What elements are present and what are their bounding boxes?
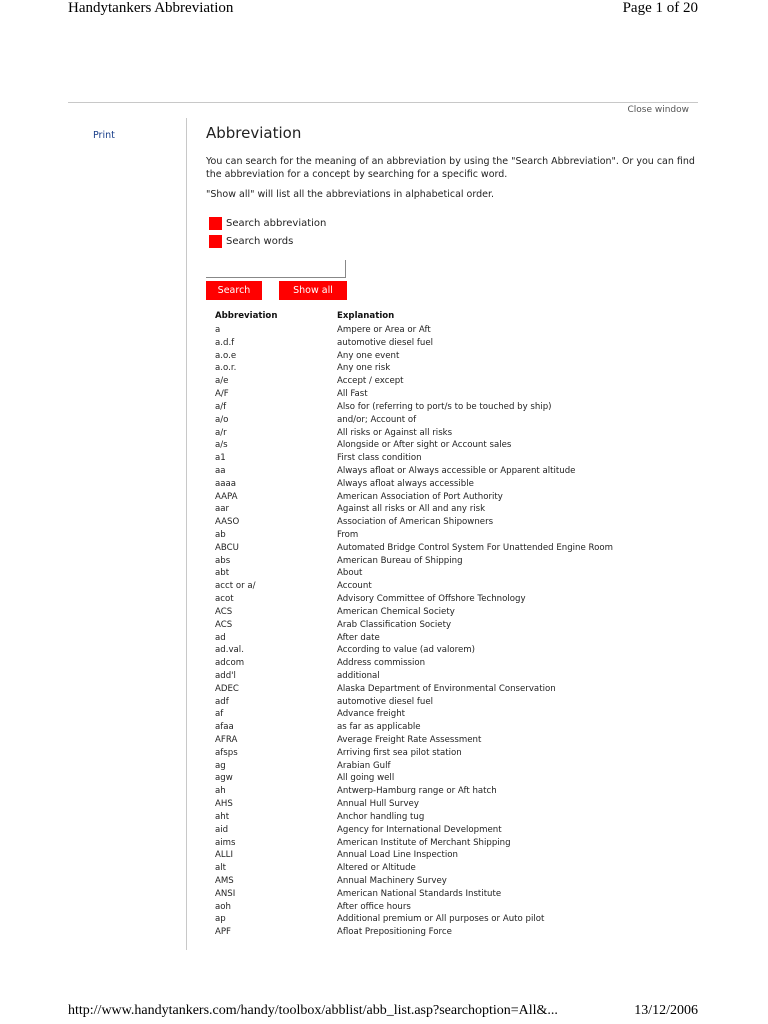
table-row (215, 542, 698, 555)
abbreviation-cell: a/s (215, 440, 228, 451)
table-body (215, 324, 698, 939)
main-content (206, 124, 698, 939)
abbreviation-cell: aar (215, 504, 230, 515)
abbreviation-cell: a/f (215, 401, 227, 412)
explanation-cell: automotive diesel fuel (337, 337, 433, 348)
abbreviation-cell: a/o (215, 414, 229, 425)
table-row (215, 696, 698, 709)
table-row (215, 465, 698, 478)
abbreviation-cell: a1 (215, 453, 226, 464)
abbreviation-cell: aims (215, 837, 236, 848)
abbreviation-cell: acct or a/ (215, 581, 256, 592)
table-row (215, 388, 698, 401)
table-row (215, 734, 698, 747)
explanation-cell: After date (337, 632, 380, 643)
explanation-cell: Anchor handling tug (337, 811, 425, 822)
table-row (215, 606, 698, 619)
abbreviation-cell: A/F (215, 389, 229, 400)
abbreviation-cell: acot (215, 594, 234, 605)
explanation-cell: Address commission (337, 658, 426, 669)
action-buttons (206, 281, 698, 300)
top-divider (68, 102, 698, 103)
table-row (215, 772, 698, 785)
table-row (215, 427, 698, 440)
abbreviation-cell: afsps (215, 747, 238, 758)
explanation-cell: Average Freight Rate Assessment (337, 735, 482, 745)
option-search-abbreviation[interactable] (206, 215, 698, 231)
abbreviation-cell: adf (215, 696, 229, 707)
table-row (215, 837, 698, 850)
explanation-cell: as far as applicable (337, 722, 421, 733)
table-row (215, 657, 698, 670)
explanation-cell: All risks or Against all risks (337, 427, 453, 438)
explanation-cell: About (337, 568, 363, 579)
search-input[interactable] (206, 260, 346, 278)
table-row (215, 362, 698, 375)
print-header-page-number: Page 1 of 20 (622, 0, 698, 16)
explanation-cell: Also for (referring to port/s to be touched by ship) (337, 401, 552, 412)
explanation-cell: Arab Classification Society (337, 619, 452, 630)
table-row (215, 337, 698, 350)
table-row (215, 760, 698, 773)
table-row (215, 901, 698, 914)
abbreviation-cell: ab (215, 530, 226, 540)
explanation-cell: Arriving first sea pilot station (337, 747, 462, 758)
abbreviation-cell: alt (215, 863, 227, 874)
abbreviation-cell: ANSI (215, 888, 236, 899)
explanation-cell: Alaska Department of Environmental Conservation (337, 683, 556, 694)
abbreviation-cell: adcom (215, 658, 245, 669)
explanation-cell: Agency for International Development (337, 824, 502, 835)
option-search-words[interactable] (206, 233, 698, 249)
abbreviation-cell: abs (215, 555, 231, 566)
table-row (215, 683, 698, 696)
footer-url: http://www.handytankers.com/handy/toolbox/abblist/abb_list.asp?searchoption=All&... (68, 1003, 558, 1018)
explanation-cell: Annual Machinery Survey (337, 875, 447, 886)
table-row (215, 503, 698, 516)
explanation-cell: Additional premium or All purposes or Auto pilot (337, 914, 545, 925)
table-row (215, 798, 698, 811)
abbreviation-cell: afaa (215, 722, 234, 733)
table-row (215, 555, 698, 568)
abbreviation-cell: ALLI (215, 850, 233, 861)
table-row (215, 580, 698, 593)
explanation-cell: First class condition (337, 453, 422, 464)
explanation-cell: Arabian Gulf (337, 760, 391, 771)
explanation-cell: Accept / except (337, 376, 404, 387)
print-link[interactable]: Print (93, 130, 115, 141)
abbreviation-cell: AMS (215, 875, 234, 886)
explanation-cell: Afloat Prepositioning Force (337, 927, 452, 938)
explanation-cell: Annual Load Line Inspection (337, 850, 458, 861)
table-row (215, 350, 698, 363)
abbreviation-cell: a/e (215, 376, 229, 387)
abbreviation-cell: aid (215, 824, 229, 835)
explanation-cell: Always afloat or Always accessible or Apparent altitude (337, 465, 576, 476)
explanation-cell: Always afloat always accessible (337, 478, 474, 489)
abbreviation-cell: a.d.f (215, 337, 235, 348)
vertical-divider (186, 118, 187, 950)
abbreviation-cell: AAPA (215, 491, 238, 502)
abbreviation-cell: ah (215, 786, 226, 797)
table-header (215, 311, 698, 324)
abbreviation-cell: ag (215, 760, 226, 771)
table-row (215, 824, 698, 837)
explanation-cell: According to value (ad valorem) (337, 645, 476, 656)
column-header-explanation: Explanation (337, 311, 395, 321)
table-row (215, 529, 698, 542)
table-row (215, 567, 698, 580)
explanation-cell: American National Standards Institute (337, 888, 502, 899)
abbreviation-cell: a (215, 325, 221, 335)
close-window-link[interactable]: Close window (627, 105, 689, 115)
table-row (215, 811, 698, 824)
abbreviation-cell: a/r (215, 427, 227, 438)
table-row (215, 785, 698, 798)
explanation-cell: Alongside or After sight or Account sales (337, 440, 512, 451)
radio-search-words[interactable] (209, 235, 222, 248)
abbreviation-cell: agw (215, 773, 233, 784)
abbreviation-cell: ad (215, 632, 226, 643)
table-row (215, 926, 698, 939)
abbreviation-cell: AHS (215, 799, 233, 810)
table-row (215, 491, 698, 504)
explanation-cell: Advisory Committee of Offshore Technology (337, 594, 526, 605)
intro-text: You can search for the meaning of an abbreviation by using the "Search Abbreviation". Or you can find the abbreviation for a concept by searching for a specific word. (206, 156, 695, 180)
table-row (215, 439, 698, 452)
explanation-cell: automotive diesel fuel (337, 696, 433, 707)
abbreviation-cell: ACS (215, 619, 233, 630)
abbreviation-table (215, 311, 698, 939)
abbreviation-cell: aa (215, 465, 226, 476)
abbreviation-cell: a.o.e (215, 350, 237, 361)
table-row (215, 875, 698, 888)
explanation-cell: Account (337, 581, 372, 592)
table-row (215, 516, 698, 529)
table-row (215, 862, 698, 875)
table-row (215, 747, 698, 760)
table-row (215, 478, 698, 491)
table-row (215, 375, 698, 388)
search-button[interactable]: Search (206, 281, 262, 300)
table-row (215, 324, 698, 337)
table-row (215, 632, 698, 645)
abbreviation-cell: af (215, 709, 224, 720)
abbreviation-cell: ap (215, 914, 226, 925)
show-all-button[interactable]: Show all (279, 281, 347, 300)
abbreviation-cell: AASO (215, 517, 240, 528)
footer-date: 13/12/2006 (634, 1003, 698, 1018)
explanation-cell: Annual Hull Survey (337, 799, 419, 810)
abbreviation-cell: aht (215, 811, 230, 822)
explanation-cell: American Institute of Merchant Shipping (337, 837, 511, 848)
abbreviation-cell: ACS (215, 606, 233, 617)
abbreviation-cell: a.o.r. (215, 363, 237, 374)
abbreviation-cell: APF (215, 927, 232, 938)
explanation-cell: All going well (337, 773, 395, 784)
abbreviation-cell: abt (215, 568, 230, 579)
explanation-cell: and/or; Account of (337, 414, 417, 425)
option-search-abbreviation-label: Search abbreviation (226, 217, 327, 229)
table-row (215, 414, 698, 427)
table-row (215, 670, 698, 683)
abbreviation-cell: ADEC (215, 683, 239, 694)
table-row (215, 644, 698, 657)
table-row (215, 401, 698, 414)
explanation-cell: Automated Bridge Control System For Unattended Engine Room (337, 542, 613, 553)
radio-search-abbreviation[interactable] (209, 217, 222, 230)
table-row (215, 849, 698, 862)
search-options (206, 215, 698, 249)
explanation-cell: After office hours (337, 901, 411, 912)
explanation-cell: All Fast (337, 389, 368, 400)
table-row (215, 721, 698, 734)
page-title: Abbreviation (206, 124, 302, 142)
explanation-cell: Altered or Altitude (337, 863, 416, 874)
print-header-title: Handytankers Abbreviation (68, 0, 234, 16)
abbreviation-cell: add'l (215, 670, 236, 681)
abbreviation-cell: ABCU (215, 542, 239, 553)
table-row (215, 708, 698, 721)
abbreviation-cell: AFRA (215, 735, 238, 745)
table-row (215, 913, 698, 926)
column-header-abbreviation: Abbreviation (215, 311, 278, 321)
explanation-cell: Antwerp-Hamburg range or Aft hatch (337, 786, 497, 797)
table-row (215, 593, 698, 606)
explanation-cell: Any one risk (337, 363, 391, 374)
explanation-cell: Association of American Shipowners (337, 517, 494, 528)
show-all-hint: "Show all" will list all the abbreviations in alphabetical order. (206, 189, 495, 200)
explanation-cell: From (337, 530, 359, 540)
explanation-cell: Ampere or Area or Aft (337, 325, 431, 335)
table-row (215, 619, 698, 632)
explanation-cell: Any one event (337, 350, 400, 361)
explanation-cell: American Chemical Society (337, 606, 455, 617)
explanation-cell: Against all risks or All and any risk (337, 504, 486, 515)
explanation-cell: American Bureau of Shipping (337, 555, 463, 566)
abbreviation-cell: aaaa (215, 478, 237, 489)
explanation-cell: additional (337, 670, 380, 681)
abbreviation-cell: aoh (215, 901, 231, 912)
explanation-cell: American Association of Port Authority (337, 491, 503, 502)
table-row (215, 452, 698, 465)
option-search-words-label: Search words (226, 235, 294, 247)
print-header (68, 0, 698, 20)
explanation-cell: Advance freight (337, 709, 406, 720)
table-row (215, 888, 698, 901)
abbreviation-cell: ad.val. (215, 645, 244, 656)
